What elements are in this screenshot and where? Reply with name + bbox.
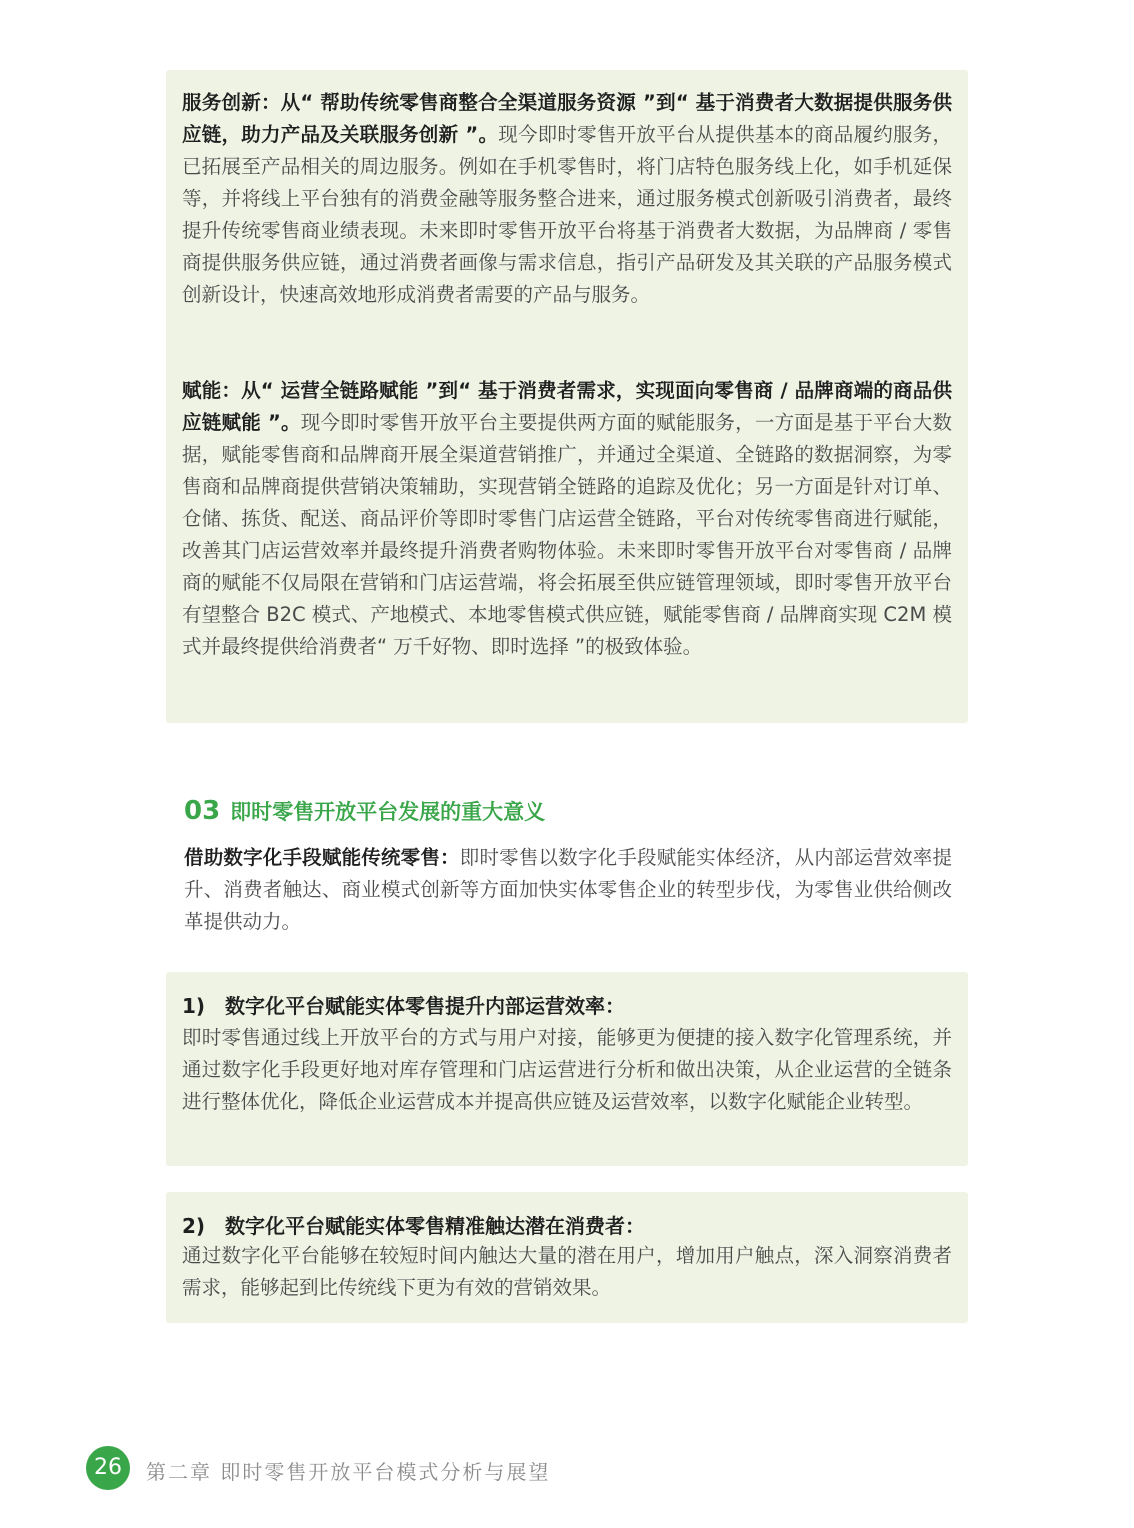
box2-text: 即时零售通过线上开放平台的方式与用户对接，能够更为便捷的接入数字化管理系统，并通过数字化手段更好地对库存管理和门店运营进行分析和做出决策，从企业运营的全链条进行整体优化，降低企业运营成本并提高供应链及运营效率，以数字化赋能企业转型。 <box>182 1026 952 1113</box>
section-number: 03 <box>184 796 221 826</box>
section-intro-text: 即时零售以数字化手段赋能实体经济，从内部运营效率提升、消费者触达、商业模式创新等方面加快实体零售企业的转型步伐，为零售业供给侧改革提供动力。 <box>184 846 952 933</box>
section-title: 即时零售开放平台发展的重大意义 <box>230 800 546 824</box>
box3-title: 2) 数字化平台赋能实体零售精准触达潜在消费者： <box>182 1214 646 1238</box>
box3-text: 通过数字化平台能够在较短时间内触达大量的潜在用户，增加用户触点，深入洞察消费者需求，能够起到比传统线下更为有效的营销效果。 <box>182 1244 952 1299</box>
service-innovation-lead: 服务创新：从“ 帮助传统零售商整合全渠道服务资源 ”到“ 基于消费者大数据提供服务供应链，助力产品及关联服务创新 ”。 <box>182 91 952 146</box>
empowerment-lead: 赋能：从“ 运营全链路赋能 ”到“ 基于消费者需求，实现面向零售商 / 品牌商端的商品供应链赋能 ”。 <box>182 379 952 434</box>
section-intro <box>184 842 952 938</box>
empowerment-paragraph <box>182 375 952 663</box>
empowerment-text: 现今即时零售开放平台主要提供两方面的赋能服务，一方面是基于平台大数据，赋能零售商和品牌商开展全渠道营销推广，并通过全渠道、全链路的数据洞察，为零售商和品牌商提供营销决策辅助，实现营销全链路的追踪及优化；另一方面是针对订单、仓储、拣货、配送、商品评价等即时零售门店运营全链路，平台对传统零售商进行赋能，改善其门店运营效率并最终提升消费者购物体验。未来即时零售开放平台对零售商 / 品牌商的赋能不仅局限在营销和门店运营端，将会拓展至供应链管理领域，即时零售开放平台有望整合 B2C 模式、产地模式、本地零售模式供应链，赋能零售商 / 品牌商实现 C2M 模式并最终提供给消费者“ 万千好物、即时选择 ”的极致体验。 <box>182 411 952 658</box>
page-number: 26 <box>86 1446 130 1490</box>
section-intro-lead: 借助数字化手段赋能传统零售： <box>184 846 460 869</box>
service-innovation-text: 现今即时零售开放平台从提供基本的商品履约服务，已拓展至产品相关的周边服务。例如在手机零售时，将门店特色服务线上化，如手机延保等，并将线上平台独有的消费金融等服务整合进来，通过服务模式创新吸引消费者，最终提升传统零售商业绩表现。未来即时零售开放平台将基于消费者大数据，为品牌商 / 零售商提供服务供应链，通过消费者画像与需求信息，指引产品研发及其关联的产品服务模式创新设计，快速高效地形成消费者需要的产品与服务。 <box>182 123 952 306</box>
service-innovation-paragraph <box>182 87 952 311</box>
cut-off-heading <box>400 0 730 2</box>
section-heading <box>184 796 545 826</box>
chapter-title: 第二章 即时零售开放平台模式分析与展望 <box>146 1460 551 1484</box>
box2-title: 1) 数字化平台赋能实体零售提升内部运营效率： <box>182 994 626 1018</box>
